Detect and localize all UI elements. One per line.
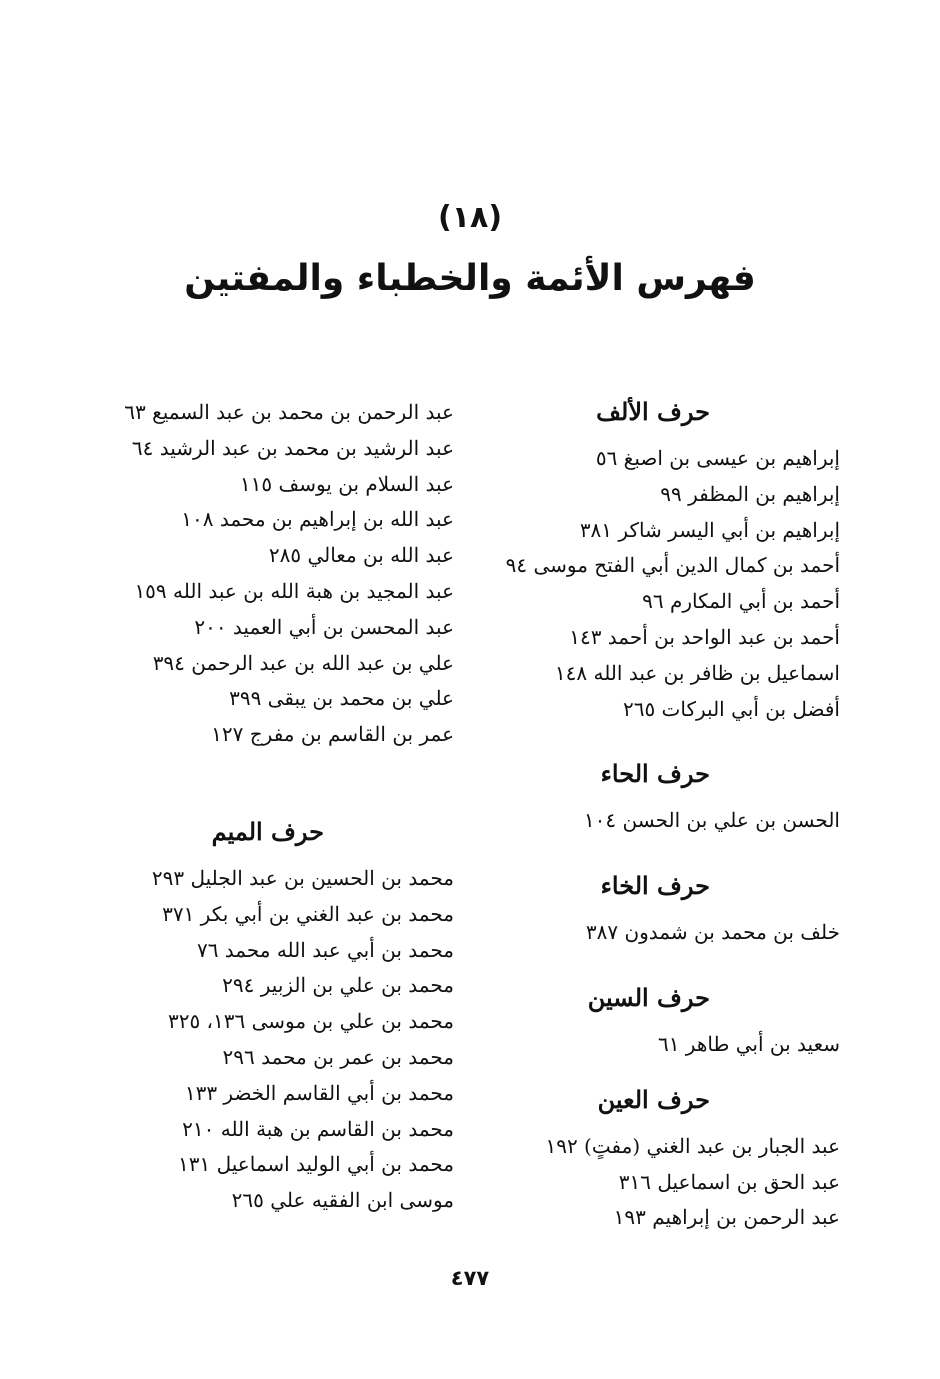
section-seen (440, 981, 840, 1063)
list-item: خلف بن محمد بن شمدون ٣٨٧ (585, 920, 840, 945)
list-item: علي بن عبد الله بن عبد الرحمن ٣٩٤ (152, 650, 454, 675)
list-item: محمد بن عبد الغني بن أبي بكر ٣٧١ (162, 901, 454, 926)
list-item: عبد الجبار بن عبد الغني (مفتٍ) ١٩٢ (545, 1133, 840, 1158)
section-alif (440, 395, 840, 727)
page-number: ٤٧٧ (450, 1266, 490, 1290)
section-heading: حرف الحاء (600, 759, 710, 789)
list-item: إبراهيم بن أبي اليسر شاكر ٣٨١ (579, 517, 840, 542)
list-item: عبد المجيد بن هبة الله بن عبد الله ١٥٩ (134, 578, 454, 603)
list-item: علي بن محمد بن يبقى ٣٩٩ (229, 686, 454, 711)
list-item: أحمد بن أبي المكارم ٩٦ (642, 589, 840, 614)
list-item: محمد بن الحسين بن عبد الجليل ٢٩٣ (151, 865, 454, 890)
list-item: الحسن بن علي بن الحسن ١٠٤ (583, 808, 840, 833)
page-title: فهرس الأئمة والخطباء والمفتين (184, 258, 756, 299)
section-heading: حرف العين (597, 1084, 710, 1114)
list-item: عبد الرحمن بن محمد بن عبد السميع ٦٣ (124, 400, 454, 424)
list-item: عمر بن القاسم بن مفرج ١٢٧ (211, 722, 454, 747)
section-heading: حرف الميم (211, 816, 324, 846)
section-ayn (440, 1083, 840, 1236)
list-item: سعيد بن أبي طاهر ٦١ (657, 1031, 840, 1056)
section-heading: حرف الخاء (600, 871, 710, 901)
section-khaa (440, 869, 840, 951)
list-item: عبد الله بن إبراهيم بن محمد ١٠٨ (181, 507, 454, 532)
left-column (94, 395, 454, 1219)
list-item: محمد بن أبي عبد الله محمد ٧٦ (196, 937, 454, 962)
list-item: موسى ابن الفقيه علي ٢٦٥ (231, 1188, 454, 1213)
section-heading: حرف السين (587, 982, 710, 1012)
section-haa (440, 757, 840, 839)
list-item: إبراهيم بن المظفر ٩٩ (660, 481, 840, 506)
index-number: (١٨) (437, 200, 503, 235)
list-item: عبد الرشيد بن محمد بن عبد الرشيد ٦٤ (131, 435, 454, 460)
list-item: أحمد بن كمال الدين أبي الفتح موسى ٩٤ (505, 553, 840, 578)
list-item: محمد بن علي بن الزبير ٢٩٤ (222, 973, 454, 998)
list-item: أحمد بن عبد الواحد بن أحمد ١٤٣ (569, 624, 840, 649)
list-item: عبد السلام بن يوسف ١١٥ (239, 471, 454, 496)
list-item: محمد بن أبي الوليد اسماعيل ١٣١ (178, 1152, 454, 1177)
list-item: عبد الرحمن بن إبراهيم ١٩٣ (613, 1205, 840, 1230)
list-item: أفضل بن أبي البركات ٢٦٥ (622, 696, 840, 721)
list-item: محمد بن علي بن موسى ١٣٦، ٣٢٥ (167, 1009, 454, 1034)
right-column (440, 395, 840, 1236)
section-meem (94, 815, 454, 1219)
list-item: عبد الله بن معالي ٢٨٥ (268, 543, 454, 568)
list-item: عبد الحق بن اسماعيل ٣١٦ (618, 1169, 840, 1194)
list-item: محمد بن أبي القاسم الخضر ١٣٣ (184, 1080, 454, 1105)
list-item: عبد المحسن بن أبي العميد ٢٠٠ (194, 614, 454, 639)
list-item: اسماعيل بن ظافر بن عبد الله ١٤٨ (554, 660, 840, 685)
list-item: محمد بن عمر بن محمد ٢٩٦ (222, 1044, 454, 1069)
list-item: محمد بن القاسم بن هبة الله ٢١٠ (182, 1116, 454, 1141)
continued-ayn (94, 395, 454, 753)
list-item: إبراهيم بن عيسى بن اصبغ ٥٦ (595, 446, 840, 470)
section-heading: حرف الألف (596, 397, 710, 426)
